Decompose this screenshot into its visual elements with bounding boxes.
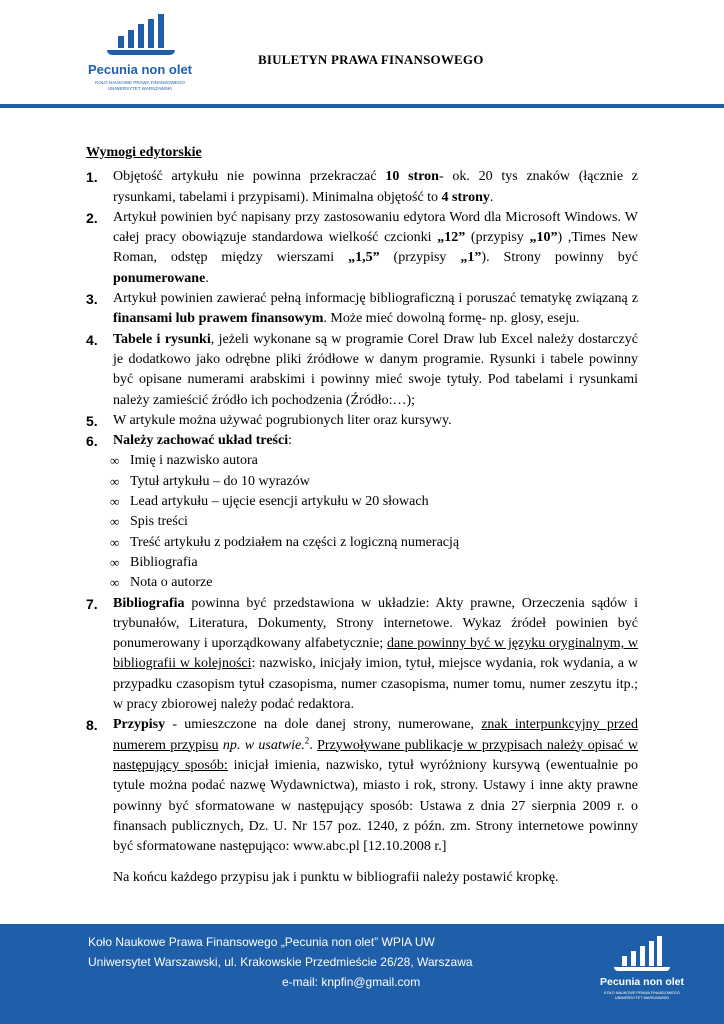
requirement-6 [86, 431, 638, 593]
text: Objętość artykułu nie powinna przekraczać [113, 169, 386, 185]
item-number: 6. [86, 433, 98, 450]
infinity-bullet-icon: ∞ [110, 453, 120, 469]
page-header [0, 0, 724, 118]
section-title: Wymogi edytorskie [86, 145, 202, 160]
item-number: 2. [86, 209, 98, 226]
footer-logo-subtitle-line-2: UNIWERSYTET WARSZAWSKI [614, 995, 670, 1000]
bold-text: Przypisy [113, 717, 166, 733]
list-item [86, 512, 638, 532]
content-structure-list [110, 451, 638, 593]
text: Artykuł powinien być napisany przy zastosowaniu edytora Word dla Microsoft Windows. W całej pracy obowiązuje standardowa wielkość czcionki [113, 209, 638, 246]
requirement-8 [86, 715, 638, 857]
text: (przypisy [465, 230, 530, 246]
infinity-bullet-icon: ∞ [110, 575, 120, 591]
text: (przypisy [379, 250, 461, 266]
requirement-3 [86, 289, 638, 330]
text: . [309, 737, 318, 753]
requirement-1 [86, 167, 638, 208]
bold-text: Należy zachować układ treści [113, 433, 289, 449]
infinity-bullet-icon: ∞ [110, 534, 120, 550]
underlined-text: dane powinny być w języku oryginalnym, w bibliografii w kolejności [113, 636, 638, 672]
text: : nazwisko, inicjały imion, tytuł, miejsce wydania, rok wydania, a w przypadku czasopism tytuł czasopisma, numer czasopisma, numer tomu, numer zeszytu itp.; w pracy zbiorowej należy podać redaktora. [113, 656, 638, 713]
requirements-list [86, 167, 638, 857]
infinity-bullet-icon: ∞ [110, 494, 120, 510]
editorial-requirements [86, 143, 638, 889]
bold-text: „12” [437, 230, 466, 246]
footer-organization: Koło Naukowe Prawa Finansowego „Pecunia non olet” WPIA UW [88, 935, 435, 949]
text: . [489, 189, 494, 205]
bullet-text: Imię i nazwisko autora [130, 453, 258, 469]
footer-logo [592, 934, 692, 1014]
bullet-text: Tytuł artykułu – do 10 wyrazów [130, 473, 310, 489]
bold-text: 10 stron [385, 169, 439, 185]
logo-base-arc [614, 967, 670, 971]
bullet-text: Bibliografia [130, 554, 198, 570]
italic-text: np. w usatwie. [222, 737, 305, 753]
list-item [86, 492, 638, 512]
bullet-text: Spis treści [130, 514, 188, 530]
logo-base-arc [107, 50, 175, 55]
footer-logo-name: Pecunia non olet [599, 976, 684, 988]
pecunia-logo [80, 12, 200, 102]
list-item [86, 553, 638, 573]
bold-text: 4 strony [441, 189, 490, 205]
text: inicjał imienia, nazwisko, tytuł wyróżniony kursywą (ewentualnie po tytule można podać nazwę Wydawnictwa), miasto i rok, strony. Ustawy i inne akty prawne powinny być sformatowane w następujący sposób: Ustawa z dnia 27 sierpnia 2009 r. o finansach publicznych, Dz. U. Nr 157 poz. 1240, z późn. zm. Strony internetowe powinny być sformatowane następująco: www.abc.pl [12.10.2008 r.] [113, 757, 639, 855]
footer-logo-subtitle [592, 991, 692, 1000]
text: . [205, 270, 209, 286]
item-number: 3. [86, 291, 98, 308]
bulletin-title: BIULETYN PRAWA FINANSOWEGO [258, 52, 484, 67]
footer-logo-subtitle-line-1: KOŁO NAUKOWE PRAWA FINANSOWEGO [604, 991, 680, 995]
text: powinna być przedstawiona w układzie: Akty prawne, Orzeczenia sądów i trybunałów, Literatura, Dokumenty, Strony internetowe. Wykaz źródeł powinien być ponumerowany i uporządkowany alfabetycznie; [113, 595, 638, 652]
bar-chart-icon [622, 936, 662, 966]
text: ) ,Times New Roman, odstęp między wierszami [113, 230, 638, 266]
logo-subtitle [80, 80, 200, 91]
requirement-5 [86, 411, 638, 431]
item-number: 8. [86, 717, 98, 734]
bold-text: „1,5” [348, 250, 380, 266]
bold-text: ponumerowane [113, 270, 206, 286]
item-number: 1. [86, 169, 98, 186]
bar-chart-icon [118, 14, 164, 48]
text: Artykuł powinien zawierać pełną informację bibliograficzną i poruszać tematykę związaną z [113, 291, 638, 307]
requirement-4 [86, 330, 638, 411]
text: - ok. 20 tys znaków (łącznie z rysunkami, tabelami i przypisami). Minimalna objętość to [113, 169, 638, 205]
page-footer [0, 924, 724, 1024]
logo-name: Pecunia non olet [87, 62, 192, 77]
list-item [86, 451, 638, 471]
text: : [288, 433, 292, 449]
bullet-text: Treść artykułu z podziałem na części z logiczną numeracją [130, 534, 460, 550]
logo-subtitle-line-1: KOŁO NAUKOWE PRAWA FINANSOWEGO [95, 80, 185, 85]
bold-text: „10” [529, 230, 558, 246]
infinity-bullet-icon: ∞ [110, 514, 120, 530]
bold-text: „1” [460, 250, 482, 266]
text: . Może mieć dowolną formę- np. glosy, eseju. [323, 311, 580, 327]
bullet-text: Lead artykułu – ujęcie esencji artykułu w 20 słowach [130, 494, 429, 510]
footer-address: Uniwersytet Warszawski, ul. Krakowskie Przedmieście 26/28, Warszawa [88, 955, 473, 969]
footnote-marker: 2 [304, 734, 310, 745]
item-number: 7. [86, 595, 98, 612]
footer-email: e-mail: knpfin@gmail.com [282, 975, 421, 989]
bullet-text: Nota o autorze [130, 575, 213, 591]
item-number: 5. [86, 412, 98, 429]
text: - umieszczone na dole danej strony, numerowane, [165, 717, 482, 733]
infinity-bullet-icon: ∞ [110, 554, 120, 570]
requirement-7 [86, 594, 638, 716]
closing-note: Na końcu każdego przypisu jak i punktu w bibliografii należy postawić kropkę. [113, 870, 559, 886]
list-item [86, 573, 638, 593]
bold-text: Bibliografia [113, 595, 185, 611]
item-number: 4. [86, 331, 98, 348]
logo-subtitle-line-2: UNIWERSYTET WARSZAWSKI [107, 85, 173, 91]
list-item [86, 472, 638, 492]
text: W artykule można używać pogrubionych liter oraz kursywy. [113, 412, 452, 428]
list-item [86, 533, 638, 553]
bold-text: Tabele i rysunki [113, 331, 211, 347]
infinity-bullet-icon: ∞ [110, 473, 120, 489]
header-divider [0, 104, 724, 108]
underlined-text: znak interpunkcyjny przed numerem przypisu [113, 717, 638, 753]
text: ). Strony powinny być [481, 250, 639, 266]
requirement-2 [86, 208, 638, 289]
underlined-text: Przywoływane publikacje w przypisach należy opisać w następujący sposób: [113, 737, 639, 773]
bold-text: finansami lub prawem finansowym [113, 311, 324, 327]
text: , jeżeli wykonane są w programie Corel Draw lub Excel należy dostarczyć je dodatkowo jako odrębne pliki źródłowe w danym programie. Rysunki i tabele powinny być opisane numerami arabskimi i powinny mieć swoje tytuły. Pod tabelami i rysunkami należy zamieścić źródło ich pochodzenia (Źródło:…); [113, 331, 638, 408]
